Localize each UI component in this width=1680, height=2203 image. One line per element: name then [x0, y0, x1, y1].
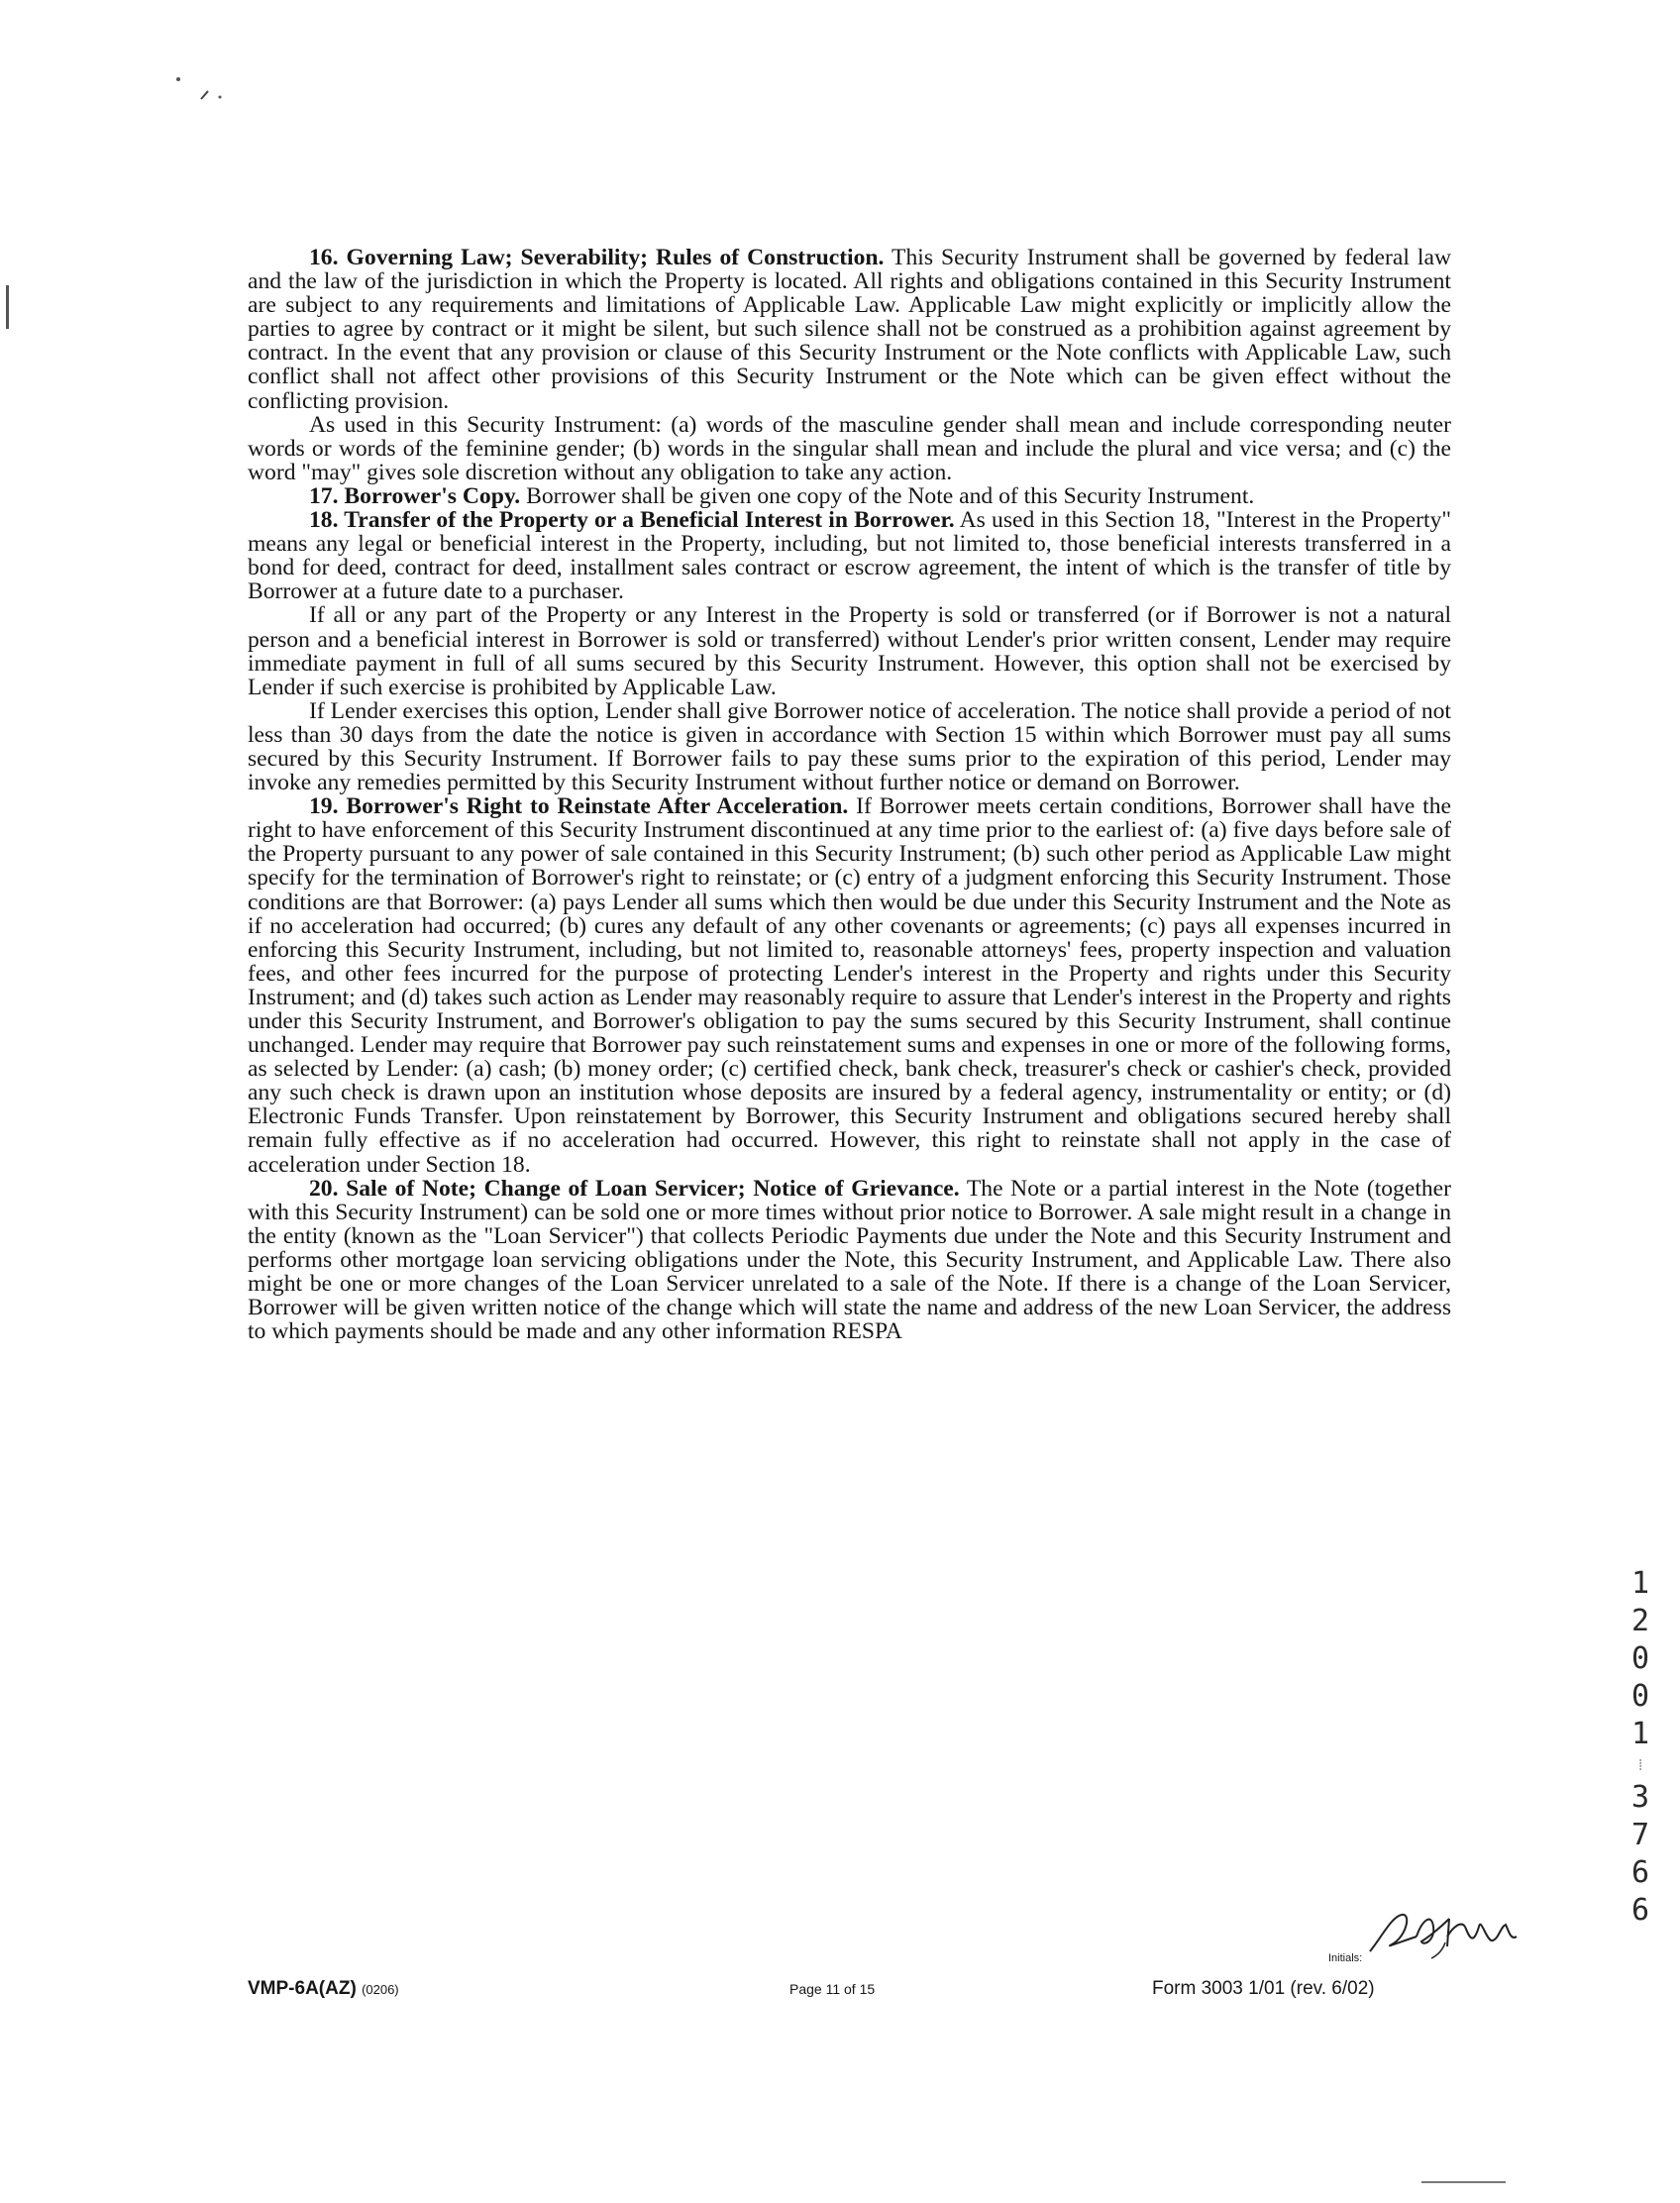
form-number: Form 3003 1/01 (rev. 6/02)	[1152, 1978, 1375, 1999]
stamp-digit: 1	[1630, 1717, 1650, 1751]
form-id	[248, 1978, 399, 2000]
stamp-digit: 3	[1630, 1780, 1650, 1815]
section-18-text: As used in this Section 18, "Interest in the Property" means any legal or beneficial interest in the Property, including, but not limited to, those beneficial interests transferred in a bond for deed, contract for deed, installment sales contract or escrow agreement, the intent of which is the transfer of title by Borrower at a future date to a purchaser.	[248, 507, 1451, 605]
section-16-paragraph	[248, 246, 1451, 413]
section-20-heading: 20. Sale of Note; Change of Loan Servicer; Notice of Grievance.	[309, 1175, 960, 1202]
scan-specks	[0, 0, 258, 109]
section-18-paragraph-3: If Lender exercises this option, Lender shall give Borrower notice of acceleration. The notice shall provide a period of not less than 30 days from the date the notice is given in accordance with Section 15 within which Borrower must pay all sums secured by this Security Instrument. If Borrower fails to pay these sums prior to the expiration of this period, Lender may invoke any remedies permitted by this Security Instrument without further notice or demand on Borrower.	[248, 697, 1451, 796]
stamp-digit: 6	[1630, 1893, 1650, 1928]
section-18-heading: 18. Transfer of the Property or a Beneficial Interest in Borrower.	[309, 507, 955, 534]
initials-signature	[1362, 1897, 1521, 1966]
section-19-heading: 19. Borrower's Right to Reinstate After Acceleration.	[309, 793, 849, 820]
scan-edge-mark	[6, 285, 9, 329]
form-id-text: VMP-6A(AZ)	[248, 1978, 357, 1999]
initials-label: Initials:	[1328, 1952, 1363, 1964]
recording-number-stamp	[1621, 1565, 1660, 1930]
section-17-text: Borrower shall be given one copy of the Note and of this Security Instrument.	[520, 482, 1255, 509]
section-16-heading: 16. Governing Law; Severability; Rules of Construction.	[309, 245, 885, 270]
bottom-rule	[1421, 2181, 1506, 2183]
section-18-paragraph-2: If all or any part of the Property or any Interest in the Property is sold or transferred (or if Borrower is not a natural person and a beneficial interest in Borrower is sold or transferred) without Lender's prior written consent, Lender may require immediate payment in full of all sums secured by this Security Instrument. However, this option shall not be exercised by Lender if such exercise is prohibited by Applicable Law.	[248, 602, 1451, 700]
section-19-paragraph	[248, 794, 1451, 1177]
form-code: (0206)	[362, 1982, 399, 1997]
section-20-paragraph	[248, 1177, 1451, 1344]
page-number: Page 11 of 15	[789, 1981, 876, 1997]
stamp-digit: 0	[1630, 1679, 1650, 1714]
section-18-paragraph	[248, 508, 1451, 603]
stamp-digit: 0	[1630, 1641, 1650, 1676]
section-19-text: If Borrower meets certain conditions, Borrower shall have the right to have enforcement of this Security Instrument discontinued at any time prior to the earliest of: (a) five days before sale of the Property pursuant to any power of sale contained in this Security Instrument; (b) such other period as Applicable Law might specify for the termination of Borrower's right to reinstate; or (c) entry of a judgment enforcing this Security Instrument. Those conditions are that Borrower: (a) pays Lender all sums which then would be due under this Security Instrument and the Note as if no acceleration had occurred; (b) cures any default of any other covenants or agreements; (c) pays all expenses incurred in enforcing this Security Instrument, including, but not limited to, reasonable attorneys' fees, property inspection and valuation fees, and other fees incurred for the purpose of protecting Lender's interest in the Property and rights under this Security Instrument; and (d) takes such action as Lender may reasonably require to assure that Lender's interest in the Property and rights under this Security Instrument, and Borrower's obligation to pay the sums secured by this Security Instrument, shall continue unchanged. Lender may require that Borrower pay such reinstatement sums and expenses in one or more of the following forms, as selected by Lender: (a) cash; (b) money order; (c) certified check, bank check, treasurer's check or cashier's check, provided any such check is drawn upon an institution whose deposits are insured by a federal agency, instrumentality or entity; or (d) Electronic Funds Transfer. Upon reinstatement by Borrower, this Security Instrument and obligations secured hereby shall remain fully effective as if no acceleration had occurred. However, this right to reinstate shall not apply in the case of acceleration under Section 18.	[248, 793, 1451, 1178]
stamp-separator: ┊	[1636, 1760, 1644, 1771]
stamp-digit: 7	[1630, 1818, 1650, 1852]
section-16-paragraph-2: As used in this Security Instrument: (a) words of the masculine gender shall mean and include corresponding neuter words or words of the feminine gender; (b) words in the singular shall mean and include the plural and vice versa; and (c) the word "may" gives sole discretion without any obligation to take any action.	[248, 411, 1451, 485]
section-20-text: The Note or a partial interest in the Note (together with this Security Instrument) can be sold one or more times without prior notice to Borrower. A sale might result in a change in the entity (known as the "Loan Servicer") that collects Periodic Payments due under the Note and this Security Instrument and performs other mortgage loan servicing obligations under the Note, this Security Instrument, and Applicable Law. There also might be one or more changes of the Loan Servicer unrelated to a sale of the Note. If there is a change of the Loan Servicer, Borrower will be given written notice of the change which will state the name and address of the new Loan Servicer, the address to which payments should be made and any other information RESPA	[248, 1175, 1452, 1345]
document-body	[248, 246, 1451, 1343]
stamp-digit: 6	[1630, 1855, 1650, 1890]
section-16-text: This Security Instrument shall be governed by federal law and the law of the jurisdiction in which the Property is located. All rights and obligations contained in this Security Instrument are subject to any requirements and limitations of Applicable Law. Applicable Law might explicitly or implicitly allow the parties to agree by contract or it might be silent, but such silence shall not be construed as a prohibition against agreement by contract. In the event that any provision or clause of this Security Instrument or the Note conflicts with Applicable Law, such conflict shall not affect other provisions of this Security Instrument or the Note which can be given effect without the conflicting provision.	[248, 245, 1451, 414]
section-17-heading: 17. Borrower's Copy.	[309, 482, 521, 509]
section-17-paragraph	[248, 484, 1451, 508]
stamp-digit: 1	[1630, 1566, 1650, 1601]
stamp-digit: 2	[1630, 1604, 1650, 1638]
